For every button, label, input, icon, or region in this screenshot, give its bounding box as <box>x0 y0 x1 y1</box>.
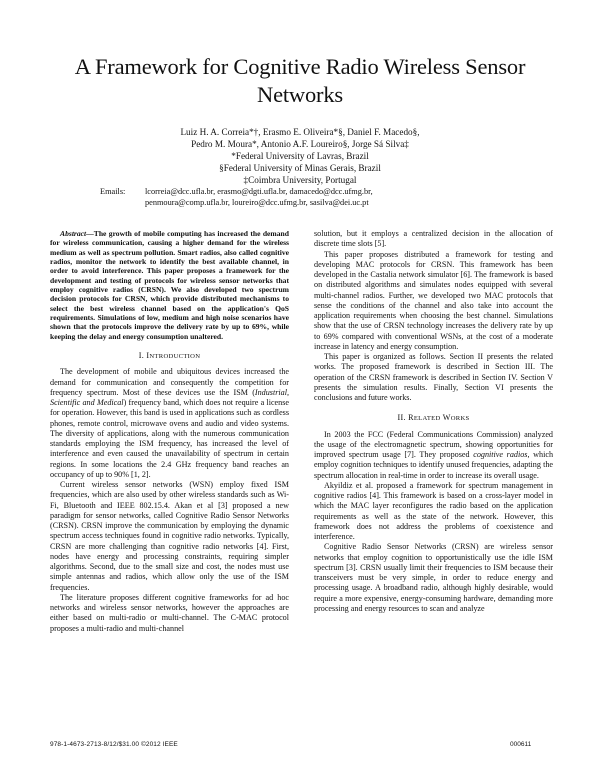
section-initial-2: W <box>442 413 451 423</box>
affiliation-3: ‡Coimbra University, Portugal <box>243 174 357 185</box>
footer-isbn: 978-1-4673-2713-8/12/$31.00 ©2012 IEEE <box>50 741 178 748</box>
affiliation-1: *Federal University of Lavras, Brazil <box>231 150 369 161</box>
right-paragraph-0: solution, but it employs a centralized decision in the allocation of discrete time slots [5]. <box>314 229 553 249</box>
section-smallcaps-2: ORKS <box>450 415 470 423</box>
related-paragraph-1 <box>314 430 553 481</box>
intro-p1-part-b: ) frequency band, which does not require a license for operation. However, this band is used in applications such as cordless phones, remote control, microwave ovens and audio and video systems. The diversity of applications, along with the numerous communication standards employing the ISM frequency, has increased the level of interference and even caused the unavailability of spectrum in certain regions. In some locations the 2.4 GHz frequency band reaches an occupancy of up to 90% [1, 2]. <box>50 398 289 479</box>
right-column <box>314 229 553 614</box>
emails-label: Emails: <box>100 187 126 196</box>
abstract-label: Abstract <box>60 229 87 238</box>
emails-line-2: penmoura@comp.ufla.br, loureiro@dcc.ufmg.br, sasilva@dei.uc.pt <box>145 197 369 207</box>
author-line-1: Luiz H. A. Correia*†, Erasmo E. Oliveira*§, Daniel F. Macedo§, <box>180 127 420 137</box>
emails-line-1: lcorreia@dcc.ufla.br, erasmo@dgti.ufla.br, damacedo@dcc.ufmg.br, <box>145 187 373 196</box>
section-initial: I <box>146 351 150 361</box>
title-line-1: A Framework for Cognitive Radio Wireless Sensor <box>74 54 526 79</box>
section-heading-related-works <box>314 413 553 424</box>
intro-p1-part-a: The development of mobile and ubiquitous devices increased the demand for communication and consequently the competition for frequency spectrum. Most of these devices use the ISM ( <box>50 367 289 397</box>
intro-paragraph-2: Current wireless sensor networks (WSN) employ fixed ISM frequencies, which are also used by other wireless standards such as Wi-Fi, Bluetooth and IEEE 802.15.4. Akan et al [3] proposed a new paradigm for sensor networks, called Cognitive Radio Sensor Networks (CRSN). CRSN improve the communication by employing the dynamic spectrum access techniques found in cognitive radio networks. Typically, CRSN are more challenging than cognitive radio networks [4]. First, nodes have energy and processing constraints, requiring simpler algorithms. Second, due to the small size and cost, the nodes must use simple antennas and radios, which allow only the use of the ISM frequencies. <box>50 480 289 592</box>
author-line-2: Pedro M. Moura*, Antonio A.F. Loureiro§, Jorge Sá Silva‡ <box>191 138 409 149</box>
abstract <box>50 229 289 341</box>
section-initial: R <box>408 413 414 423</box>
footer-page-number: 000611 <box>510 741 532 748</box>
intro-paragraph-3: The literature proposes different cognitive frameworks for ad hoc networks and wireless sensor networks, however the approaches are either based on multi-radio or multi-channel. The C-MAC protocol proposes a multi-radio and multi-channel <box>50 592 289 633</box>
right-paragraph-1: This paper proposes distributed a framework for testing and developing MAC protocols for CRSN. This framework has been developed in the Castalia network simulator [6]. The framework is based on distributed algorithms and simulates nodes equipped with several multi-channel radios. Further, we developed two MAC protocols that sense the conditions of the channel and also take into account the application requirements when choosing the best channel. Simulations show that the use of CRSN technology increases the delivery rate by up to 69% compared with conventional WSNs, at the cost of a moderate increase in latency and energy consumption. <box>314 249 553 351</box>
ism-expansion: Industrial, Scientific and Medical <box>50 387 289 408</box>
section-number: I. <box>138 351 145 361</box>
intro-paragraph-1 <box>50 367 289 480</box>
related-paragraph-3: Cognitive Radio Sensor Networks (CRSN) are wireless sensor networks that employ cognition to opportunistically use the idle ISM spectrum [3]. CRSN usually limit their frequencies to ISM because their transceivers must be very simple, in order to reduce energy and processing usage. A broadband radio, although highly desirable, would require a more expensive, energy-consuming hardware, demanding more processing and energy resources to scan and analyze <box>314 542 553 613</box>
paper-title <box>30 53 570 109</box>
right-paragraph-2: This paper is organized as follows. Section II presents the related works. The proposed framework is described in Section III. The operation of the CRSN framework is described in Section IV. Section V presents the simulation results. Finally, Section VI presents the conclusions and future works. <box>314 352 553 402</box>
left-column <box>50 229 289 634</box>
section-heading-introduction <box>50 351 289 362</box>
affiliation-2: §Federal University of Minas Gerais, Brazil <box>219 162 381 173</box>
abstract-text: —The growth of mobile computing has increased the demand for wireless communication, causing a higher demand for the wireless medium as well as spectrum pollution. Smart radios, also called cognitive radios, monitor the network to identify the best available channel, in order to avoid interference. This paper proposes a framework for the development and testing of protocols for wireless sensor networks that employ cognitive radios (CRSN). We also developed two spectrum decision protocols for CRSN, which provide distributed mechanisms to select the best wireless channel based on the application's QoS requirements. Simulations of low, medium and high noise scenarios have shown that the protocols improve the delivery rate by up to 69%, while keeping the delay and energy consumption unaltered. <box>50 229 289 341</box>
related-paragraph-2: Akyildiz et al. proposed a framework for spectrum management in cognitive radios [4]. This framework is based on a cross-layer model in which the MAC layer reconfigures the radio based on the application requirements as well as the state of the network. However, this framework does not address the problems of coexistence and interference. <box>314 480 553 541</box>
cognitive-radios-term: cognitive radios <box>473 450 528 459</box>
section-smallcaps: NTRODUCTION <box>149 353 201 361</box>
section-smallcaps: ELATED <box>413 415 441 423</box>
related-p1-part-a: In 2003 the FCC (Federal Communications Commission) analyzed the usage of the electromagnetic spectrum, showing opportunities for improved spectrum usage [7]. They proposed <box>314 429 553 459</box>
related-p1-part-b: , which employ cognition techniques to identify unused frequencies, adapting the spectrum allocation in real-time in order to increase its overall usage. <box>314 450 554 480</box>
title-line-2: Networks <box>257 82 343 107</box>
section-number: II. <box>397 413 406 423</box>
author-block <box>60 127 540 187</box>
